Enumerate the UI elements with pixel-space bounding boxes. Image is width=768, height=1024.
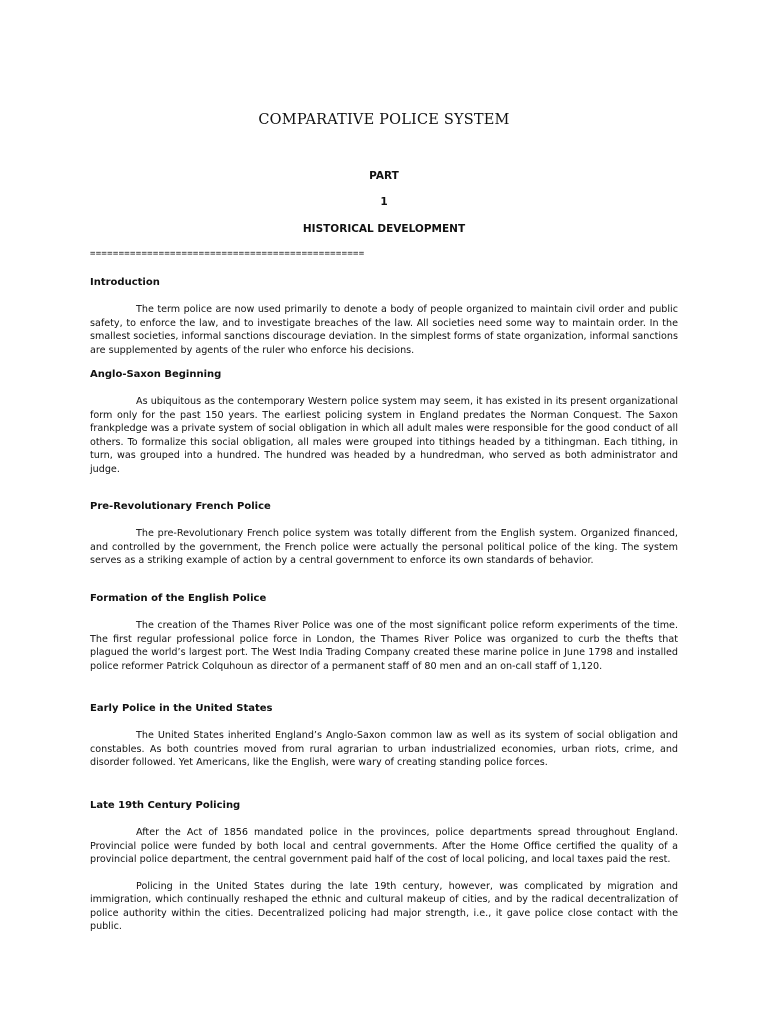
section-paragraph: The creation of the Thames River Police was one of the most significant police reform experiments of the time. The first regular professional police force in London, the Thames River Police was organized to curb the thefts that plagued the world’s largest port. The West India Trading Company created these marine police in June 1798 and installed police reformer Patrick Colquhoun as director of a permanent staff of 80 men and an on-call staff of 1,120. [90, 620, 678, 672]
section-paragraph: As ubiquitous as the contemporary Western police system may seem, it has existed in its present organizational form only for the past 150 years. The earliest policing system in England predates the Norman Conquest. The Saxon frankpledge was a private system of social obligation in which all adult males were responsible for the good conduct of all others. To formalize this social obligation, all males were grouped into tithings headed by a tithingman. Each tithing, in turn, was grouped into a hundred. The hundred was headed by a hundredman, who served as both administrator and judge. [90, 396, 678, 475]
section-pre-revolutionary-french-police [90, 501, 678, 581]
section-paragraph: The pre-Revolutionary French police system was totally different from the English system. Organized financed, and controlled by the government, the French police were actually the personal political police of the king. The system serves as a striking example of action by a central government to enforce its own standards of behavior. [90, 528, 678, 566]
section-paragraph: The United States inherited England’s Anglo-Saxon common law as well as its system of social obligation and constables. As both countries moved from rural agrarian to urban industrialized economies, urban riots, crime, and disorder followed. Yet Americans, like the English, were wary of creating standing police forces. [90, 730, 678, 768]
section-heading: Formation of the English Police [90, 593, 267, 604]
section-divider: ================================================ [90, 249, 365, 259]
section-formation-english-police [90, 593, 678, 686]
section-anglo-saxon-beginning [90, 369, 678, 489]
section-early-police-united-states [90, 703, 678, 783]
section-late-19th-century-policing [90, 800, 678, 947]
section-heading: Introduction [90, 277, 160, 288]
section-paragraph: Policing in the United States during the late 19th century, however, was complicated by migration and immigration, which continually reshaped the ethnic and cultural makeup of cities, and by the radical decentralization of police authority within the cities. Decentralized policing had major strength, i.e., it gave police close contact with the public. [90, 880, 678, 932]
part-label: PART [369, 170, 399, 182]
section-heading: Early Police in the United States [90, 703, 273, 714]
section-paragraph: After the Act of 1856 mandated police in the provinces, police departments spread throughout England. Provincial police were funded by both local and central governments. After the Home Office certified the quality of a provincial police department, the central government paid half of the cost of local policing, and local taxes paid the rest. [90, 827, 678, 865]
section-introduction [90, 277, 678, 370]
document-title: COMPARATIVE POLICE SYSTEM [258, 112, 510, 128]
section-heading: Pre-Revolutionary French Police [90, 501, 271, 512]
section-heading: Anglo-Saxon Beginning [90, 369, 222, 380]
section-paragraph: The term police are now used primarily to denote a body of people organized to maintain civil order and public safety, to enforce the law, and to investigate breaches of the law. All societies need some way to maintain order. In the smallest societies, informal sanctions discourage deviation. In the simplest forms of state organization, informal sanctions are supplemented by agents of the ruler who enforce his decisions. [90, 304, 678, 356]
section-heading: Late 19th Century Policing [90, 800, 241, 811]
part-number: 1 [380, 196, 388, 208]
part-subtitle: HISTORICAL DEVELOPMENT [302, 223, 466, 235]
